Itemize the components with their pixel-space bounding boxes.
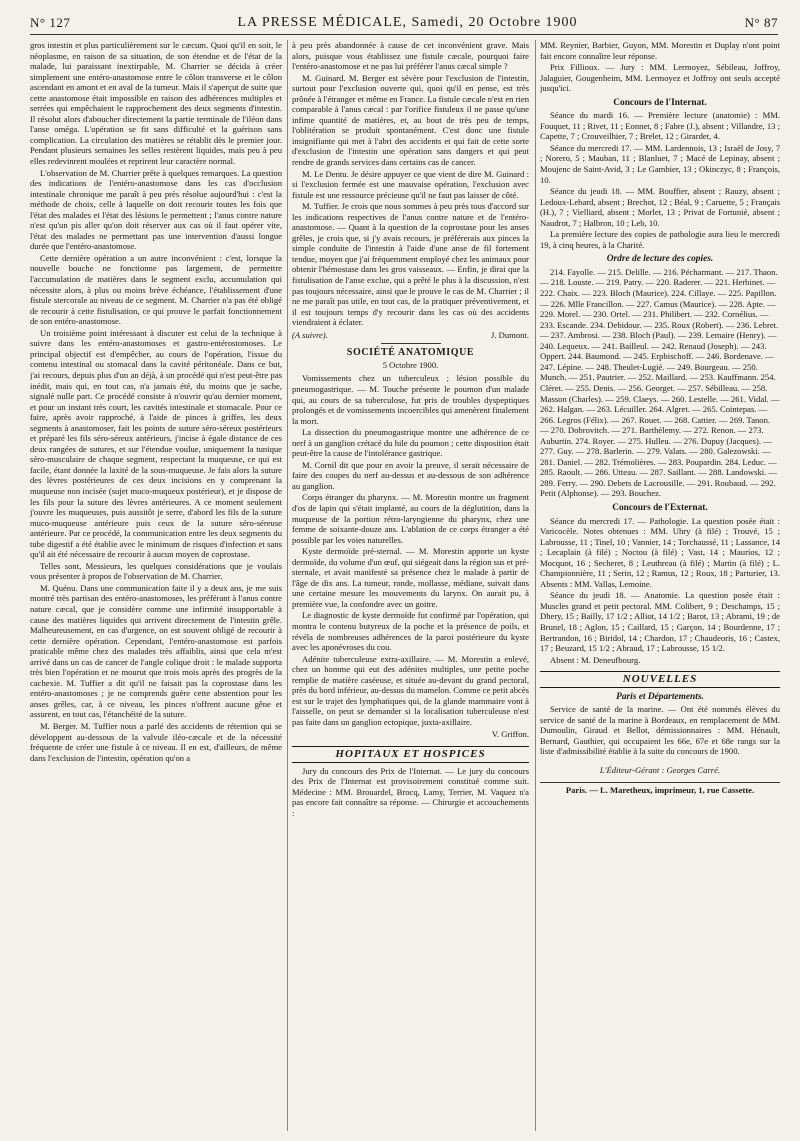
paragraph: Un troisième point intéressant à discuter est celui de la technique à suivre dans les entéro-anastomoses et gastro-entérostomoses. Le principal objectif est d'empêcher, au cours de l'opération, l'issue du contenu intestinal ou stomacal dans la cavité péritonéale. Dans ce but, j'ai recours, depuis plus d'un an déjà, à un procédé qui n'est peut-être pas inédit, mais qui, en tout cas, n'a jamais été, du moins que je sache, signalé nulle part. Ce procédé consiste à n'ouvrir qu'au dernier moment, et pour un instant très court, les cavités intestinale et stomacale. Pour ce faire, après avoir rapproché, à l'aide de pinces à griffes, les deux segments à anastomoser, fait les points de suture séro-séreux postérieurs et préparé les fils séro-séreux antérieurs, j'incise à égale distance de ces deux rangées de sutures, et sur l'étendue voulue, uniquement la tunique séro-musculaire de chaque segment, respectant la muqueuse, ce qui est facile, étant donnée la laxité de la sous-muqueuse. Je fais alors la suture des lèvres postérieures de ces deux incisions en y comprenant la muqueuse non incisée (sujet muco-muqueux postérieur), et je dispose de les fils pour la suture des lèvres antérieures. A ce moment seulement j'ouvre les muqueuses, puis aussitôt je serre, d'abord les fils de la suture muco-muqueuse antérieure puis ceux de la suture séro-séreuse antérieure. Par ce procédé, la communication entre les deux segments du tube digestif a été établie avec le minimum de risques d'infection et sans qu'il ait été nécessaire de recourir à aucun moyen de coprostase. (30, 327, 282, 560)
paragraph: Kyste dermoïde pré-sternal. — M. Morestin apporte un kyste dermoïde, du volume d'un œuf, qui siégeait dans la région sus et pré-sternale, et avait manifesté sa présence chez le malade à partir de l'âge de dix ans. La tumeur, ronde, mollasse, médiane, suivait dans une certaine mesure les mouvements du larynx. On aurait pu, à première vue, la confondre avec un goitre. (292, 546, 529, 609)
article-signature (292, 330, 529, 341)
column-2 (292, 40, 529, 1131)
editor-credit: L'Éditeur-Gérant : Georges Carré. (599, 765, 721, 775)
paragraph: Vomissements chez un tuberculeux ; lésion possible du pneumogastrique. — M. Touche présente le poumon d'un malade qui, au cours de sa tuberculose, fut pris de troubles dyspeptiques prolongés et de vomissements incoercibles qui amenèrent finalement la mort. (292, 373, 529, 426)
page-header (30, 12, 778, 35)
paragraph: Corps étranger du pharynx. — M. Morestin montre un fragment d'os de lapin qui s'était implanté, au cours de la déglutition, dans la muqueuse de la portion rétro-laryngienne du pharynx, chez une femme de soixante-douze ans. L'ablation de ce corps étranger a été possible par les voies naturelles. (292, 492, 529, 545)
paragraph: Adénite tuberculeuse extra-axillaire. — M. Morestin a enlevé, chez un homme qui eut des adénites multiples, une petite poche remplie de matière caséeuse, et située au-devant du grand pectoral, près du bord inférieur, au-dessus du mamelon. Comme ce petit abcès est sur le trajet des lymphatiques qui, de la glande mammaire vont à l'aisselle, on peut se demander si la localisation tuberculeuse n'est pas faite dans un ganglion ectopique, juxta-axillaire. (292, 653, 529, 727)
section-title: SOCIÉTÉ ANATOMIQUE (346, 347, 475, 359)
column-divider (535, 40, 536, 1131)
paragraph: à peu près abandonnée à cause de cet inconvénient grave. Mais alors, puisque vous établissez une fistule cæcale, pourquoi faire l'entéro-anastomose et ne pas lui préférer l'anus cæcal simple ? (292, 40, 529, 72)
paragraph: Séance du jeudi 18. — Anatomie. La question posée était : Muscles grand et petit pectoral. MM. Colibert, 9 ; Deschamps, 15 ; Dhery, 15 ; Bailly, 17 1/2 ; Alliot, 14 1/2 ; Barot, 13 ; Abrami, 19 ; de Brunel, 18 ; Aglon, 15 ; Caillard, 15 ; Garçon, 14 ; Bourdenne, 17 ; Bertrandon, 16 ; Biridol, 14 ; Chardon, 17 ; Chaudeoris, 16 ; Castex, 17 ; Beuzard, 15 1/2 ; Abraud, 17 ; Labrousse, 15 1/2. (540, 590, 780, 654)
section-banner: NOUVELLES (540, 671, 780, 688)
column-divider (287, 40, 288, 1131)
paragraph: Telles sont, Messieurs, les quelques considérations que je voulais vous présenter à propos de l'observation de M. Charrier. (30, 560, 282, 582)
paragraph: Le diagnostic de kyste dermoïde fut confirmé par l'opération, qui montra le contenu butyreux de la poche et la présence de poils, et révéla de nombreuses adhérences de la paroi postérieure du kyste avec les aponévroses du cou. (292, 610, 529, 653)
issue-number: N° 87 (744, 15, 778, 30)
paragraph: MM. Reynier, Barbier, Guyon, MM. Morestin et Duplay n'ont point fait encore connaître leur réponse. (540, 40, 780, 61)
paragraph: Séance du mercredi 17. — Pathologie. La question posée était : Varicocèle. Notes obtenues : MM. Uhry (à filé) ; Trouvé, 15 ; Labrousse, 11 ; Tinel, 10 ; Vannier, 14 ; Torchaussé, 11 ; Lassance, 14 ; Lecaplain (à filé) ; Noctou (à filé) ; Vast, 14 ; Maurios, 12 ; Mocquot, 16 ; Secheret, 8 ; Leuthreau (à filé) ; Martin (à filé) ; L. Championnière, 11 ; Serin, 12 ; Ramus, 12 ; Roux, 18 ; Parturier, 13. Absents : MM. Vallas, Lemoine. (540, 515, 780, 589)
paragraph: Absent : M. Deneufbourg. (550, 654, 641, 665)
subsection-title: Concours de l'Externat. (612, 502, 708, 513)
section-date: 5 Octobre 1900. (382, 359, 439, 370)
paragraph: La dissection du pneumogastrique montre une adhérence de ce nerf à un ganglion crétacé du hile du poumon ; cette disposition était peut-être la cause de l'intolérance gastrique. (292, 427, 529, 459)
paragraph: Jury du concours des Prix de l'Internat. — Le jury du concours des Prix de l'Internat est provisoirement constitué comme suit. Médecine : MM. Brouardel, Brocq, Lamy, Terrier, M. Vaquez n'a pas encore fait connaître sa réponse. — Chirurgie et accouchements : (292, 765, 529, 818)
continued-note: (A suivre). (292, 329, 328, 340)
page-number: N° 127 (30, 15, 71, 30)
section-banner: HOPITAUX ET HOSPICES (292, 746, 529, 763)
author-name: J. Dumont. (491, 329, 529, 340)
subsection-title: Ordre de lecture des copies. (606, 254, 714, 265)
subsection-title: Concours de l'Internat. (613, 97, 707, 108)
paragraph: Séance du jeudi 18. — MM. Bouffier, absent ; Rauzy, absent ; Ledoux-Lebard, absent ; Brechot, 12 ; Béal, 9 ; Caruette, 5 ; Français (H.), 7 ; Vielliard, absent ; Morlet, 13 ; Privat de Fortunié, absent ; Naudrot, 7 ; Halbron, 10 ; Leb, 10. (540, 186, 780, 228)
paragraph: La première lecture des copies de pathologie aura lieu le mercredi 19, à cinq heures, à la Charité. (540, 229, 780, 250)
subsection-title: Paris et Départements. (616, 691, 704, 702)
paragraph: M. Le Dentu. Je désire appuyer ce que vient de dire M. Guinard : si l'exclusion fermée est une mauvaise opération, l'exclusion avec fistule est une ressource précieuse qu'il ne faut pas laisser de côté. (292, 168, 529, 200)
paragraph: Prix Fillioux. — Jury : MM. Lermoyez, Sébileau, Joffroy, Jalaguier, Gougenheim, MM. Lermoyez et Joffroy ont seuls accepté jusqu'ici. (540, 62, 780, 94)
paragraph: M. Tuffier. Je crois que nous sommes à peu près tous d'accord sur les indications respectives de l'anus contre nature et de l'entéro-anastomose. — Quant à la question de la coprostase pour les anses grêles, je crois que, si j'y avais recours, je préférerais aux pinces la simple conduite de l'intestin à l'aide d'une anse de fil fortement tendue, moyen que j'ai fréquemment employé chez les animaux pour obtenir l'hémostase dans les gros vaisseaux. — Enfin, je dirai que la fistulisation de l'anse exclue, qui a prêté le plus à la discussion, n'est pas toujours nécessaire, ainsi que le prouve le cas de M. Charrier ; il ne me paraît pas utile, en tout cas, de la pratiquer préventivement, et il est toujours temps d'y recourir dans les cas où des accidents viendraient à éclater. (292, 201, 529, 328)
paragraph: M. Quénu. Dans une communication faite il y a deux ans, je me suis montré très partisan des entéro-anastomoses, les préférant à l'anus contre nature cæcal, que je considère comme une infirmité insupportable à cause des matières liquides qui arrivent directement de l'intestin grêle. Malheureusement, en cas d'urgence, on est souvent obligé de recourir à cette dernière opération. Cependant, l'entéro-anastomose est parfois praticable même chez des malades très affaiblis, ainsi que cela m'est arrivé dans un cas de cancer de l'angle colique droit : le malade supporta très bien l'opération et ne mourut que trois mois après des progrès de la cachexie. M. Tuffier a dit qu'il ne faisait pas la coprostase dans les entéro-anastomoses ; je ne comprends guère cette abstention pour les anses grêles, car, à ce niveau, les pinces n'offrent aucune gêne et assurent, en tout cas, l'étanchéité de la suture. (30, 582, 282, 720)
author-name: V. Griffon. (491, 729, 529, 740)
journal-title: LA PRESSE MÉDICALE, Samedi, 20 Octobre 1900 (237, 15, 578, 30)
paragraph: Séance du mercredi 17. — MM. Lardennois, 13 ; Israël de Josy, 7 ; Norero, 5 ; Mauban, 11 ; Blanluet, 7 ; Macé de Lepinay, absent ; Moujenc de Saint-Avid, 3 ; Le Gambier, 13 ; Okinczyc, 8 ; François, 10. (540, 142, 780, 185)
paragraph: L'observation de M. Charrier prête à quelques remarques. La question des indications de l'entéro-anastomose dans les cas d'occlusion intestinale chronique me paraît à peu près résolue aujourd'hui : c'est la méthode de choix, celle à laquelle on doit recourir toutes les fois que l'état des malades et l'état des lésions le permettent ; l'anus contre nature n'est qu'un pis aller qu'on doit réserver aux cas où il faut opérer vite, l'état des malades ne permettant pas une intervention d'aussi longue durée que l'entéro-anastomose. (30, 167, 282, 252)
name-list: 214. Fayolle. — 215. Delille. — 216. Pécharmant. — 217. Thaon. — 218. Louste. — 219. Patry. — 220. Raderer. — 221. Herbinet. — 222. Chaix. — 223. Bloch (Maurice). 224. Cillaye. — 225. Papillon. — 226. Mlle Francillon. — 227. Camus (Maurice). — 228. Apte. — 229. Morel. — 230. Ortel. — 231. Philibert. — 232. Cornélius. — 233. Escande. 234. Debidour. — 235. Roux (Robert). — 236. Lebret. — 237. Ambrosi. — 238. Bloch (Paul). — 239. Lemaire (Henry). — 240. Lequeux. — 241. Bailleul. — 242. Renaud (Joseph). — 243. Oppert. 244. Baumond. — 245. Erpbischoff. — 246. Bordenave. — 247. Lépine. — 248. Theulet-Lugié. — 249. Bourgeau. — 250. Munch. — 251. Pautrier. — 252. Maillard. — 253. Kauffmann. 254. Cléret. — 255. Denis. — 256. Georget. — 257. Sébilleau. — 258. Masson (Charles). — 259. Claeys. — 260. Lestelle. — 261. Vidal. — 262. Halgan. — 263. Lécuiller. 264. Algret. — 265. Cointepas. — 266. Legros (Félix). — 267. Rouet. — 268. Cattier. — 269. Tanon. — 270. Dobrovitch. — 271. Barthélemy. — 272. Renon. — 273. Auburtin. 274. Royer. — 275. Hulleu. — 276. Dupuy (Jacques). — 277. Guy. — 278. Barlerin. — 279. Valats. — 280. Galezowski. — 281. Daniel. — 282. Trémolières. — 283. Poupardin. 284. Leduc. — 285. Raoult. — 286. Utteau. — 287. Saillant. — 288. Landowski. — 289. Ferry. — 290. Debets de Lacrousille. — 291. Roubaud. — 292. Petit (Alphonse). — 293. Bouchez. (540, 266, 780, 499)
paragraph: M. Berger. M. Tuffier nous a parlé des accidents de rétention qui se développent au-dessous de la valvule iléo-cæcale et de la nécessité fréquente de créer une fistule à ce niveau. Il en est, d'ailleurs, de même dans l'exclusion de l'intestin, opération qu'on a (30, 721, 282, 763)
paragraph: M. Guinard. M. Berger est sévère pour l'exclusion de l'intestin, surtout pour l'exclusion ouverte qui, quoi qu'il en pense, est très prônée à l'étranger et même en France. La fistule cæcale n'est en rien comparable à l'anus cæcal : par l'orifice fistuleux il ne passe qu'une infime quantité de matières, et, au bout de très peu de temps, l'oblitération se produit spontanément. C'est donc une fistule insignifiante qui met à l'abri des accidents et qui fait de cette sorte d'exclusion de l'intestin une opération sans dangers et qui peut rendre de grands services dans certains cas de cancer. (292, 72, 529, 168)
paragraph: gros intestin et plus particulièrement sur le cæcum. Quoi qu'il en soit, le néoplasme, en raison de sa situation, de son étendue et de l'état de la malade, lui paraissant inextirpable, M. Charrier se décida à créer simplement une entéro-anastomose entre le côlon transverse et le côlon ascendant en amont et en aval de la tumeur. Mais il s'aperçut de suite que cette anastomose était impossible en raison des adhérences multiples et serrées qui empêchaient le rapprochement des deux segments d'intestin. Il résolut alors d'aboucher directement la partie terminale de l'iléon dans l'anse oméga. L'opération se fit sans difficulté et la guérison sans complication. La circulation des matières se rétablit dès le premier jour. Pendant plusieurs semaines les selles restèrent liquides, mais peu à peu elles redevinrent moulées et reprirent leur caractère normal. (30, 40, 282, 167)
column-1 (30, 40, 282, 1131)
paragraph: Service de santé de la marine. — Ont été nommés élèves du service de santé de la marine à Bordeaux, en remplacement de MM. Dumoulin, Giraud et Bellot, démissionnaires : MM. Hénault, Bernard, Gauthier, qui occupaient les 66e, 67e et 68e rangs sur la liste d'admissibilité établie à la suite du concours de 1900. (540, 704, 780, 757)
paragraph: Séance du mardi 16. — Première lecture (anatomie) : MM. Fouquet, 11 ; Rivet, 11 ; Eonnet, 8 ; Fabre (J.), absent ; Villandre, 13 ; Capette, 7 ; Crouveilhier, 7 ; Brelet, 12 ; Girardet, 4. (540, 110, 780, 142)
printer-imprint: Paris. — L. Maretheux, imprimeur, 1, rue Cassette. (540, 782, 780, 796)
paragraph: Cette dernière opération a un autre inconvénient : c'est, lorsque la nouvelle bouche ne fonctionne pas largement, de permettre l'accumulation de matières dans le segment exclu, accumulation qui nécessite alors, à plus ou moins brève échéance, l'établissement d'une fistule stercorale au niveau de ce segment. M. Charrier n'a pas été obligé de recourir à cette fistulisation, ce qui prouve le parfait fonctionnement de son entéro-anastomose. (30, 252, 282, 327)
column-3 (540, 40, 780, 1131)
separator (381, 343, 441, 344)
paragraph: M. Cornil dit que pour en avoir la preuve, il serait nécessaire de faire des coupes du nerf au-dessus et au-dessous de son adhérence au ganglion. (292, 459, 529, 491)
